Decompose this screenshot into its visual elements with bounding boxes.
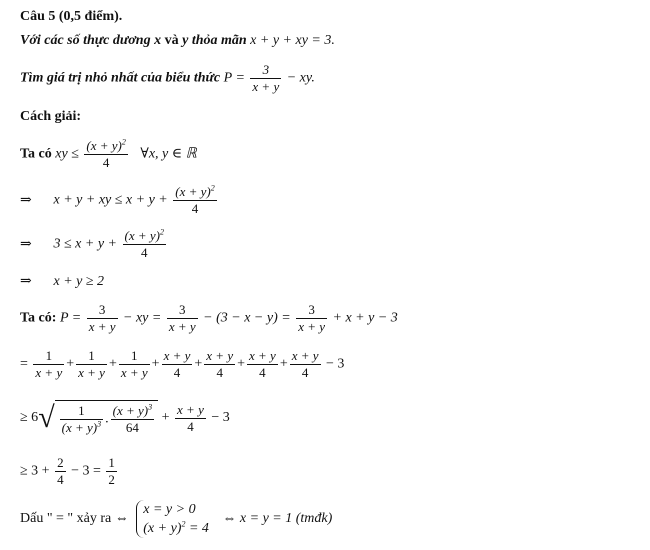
- step-1: Ta có xy ≤ $\frac{(x + y)^2}{4}$ ∀x, y ∈ ℝ: [20, 137, 197, 170]
- equation-system: x = y > 0 $(x + y)^2 = 4$: [136, 500, 215, 538]
- step-3: ⇒ 3 ≤ x + y + $\frac{(x + y)^2}{4}$: [20, 227, 164, 260]
- root-sign-icon: √: [38, 401, 55, 434]
- question-title: Câu 5 (0,5 điểm).: [20, 9, 123, 24]
- step-5: Ta có: P = $\frac{3}{x + y}$ − xy = $\frac{3}{x + y}$ − (3 − x − y) = $\frac{3}{x + y}$ + x + y − 3: [20, 302, 398, 334]
- implies-arrow: ⇒: [20, 236, 32, 252]
- step-9: Dấu " = " xảy ra ⇔ x = y > 0 $(x + y)^2 = 4$ ⇔ x = y = 1 (tmđk): [20, 502, 333, 536]
- step-4: ⇒ x + y ≥ 2: [20, 274, 105, 289]
- task-fraction: $\frac{3}{x + y}$: [252, 62, 280, 94]
- implies-arrow: ⇒: [20, 192, 32, 208]
- step-2: ⇒ x + y + xy ≤ x + y + $\frac{(x + y)^2}{4}$: [20, 183, 215, 216]
- problem-statement: Với các số thực dương x và y thỏa mãn x + y + xy = 3.: [20, 33, 335, 48]
- step-7: ≥ 6√ $\frac{1}{(x + y)^3}$ . $\frac{(x + y)^3}{64}$ + $\frac{x + y}{4}$ − 3: [20, 401, 230, 435]
- radicand: $\frac{1}{(x + y)^3}$ . $\frac{(x + y)^3}{64}$: [55, 400, 158, 436]
- solution-heading: Cách giải:: [20, 109, 82, 124]
- step-8: ≥ 3 + $\frac{2}{4}$ − 3 = $\frac{1}{2}$: [20, 455, 115, 487]
- implies-arrow: ⇒: [20, 274, 32, 289]
- task-statement: Tìm giá trị nhỏ nhất của biểu thức P = $\frac{3}{x + y}$ − xy.: [20, 62, 315, 94]
- step-6: = $\frac{1}{x + y}$ + $\frac{1}{x + y}$ + $\frac{1}{x + y}$ + $\frac{x + y}{4}$ + $\frac{x + y}{4}$ + $\frac{x + y}{4}$ + $\frac{x + y}{4}$ − 3: [20, 348, 345, 380]
